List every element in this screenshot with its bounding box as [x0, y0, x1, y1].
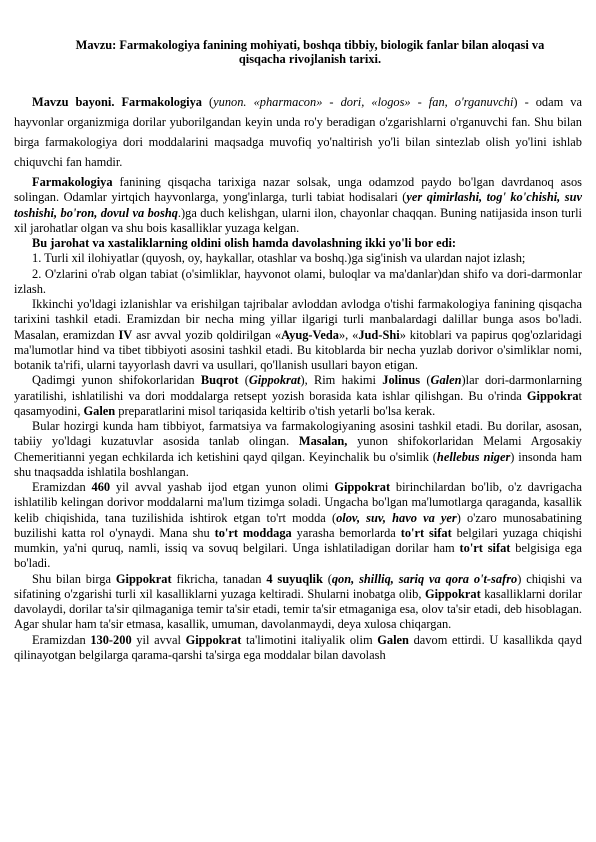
- bold-italic-term: hellebus niger: [436, 449, 511, 464]
- paragraph-greek-physicians: [14, 373, 582, 419]
- paragraph-text: preparatlarini misol tariqasida keltirib o'tish yetarli bo'lsa kerak.: [115, 403, 436, 418]
- paragraph-text: ta'limotini italiyalik olim: [241, 632, 378, 647]
- bold-term: IV: [118, 327, 133, 342]
- paragraph-text: Eramizdan: [32, 480, 92, 494]
- paragraph-four-fluids: [14, 572, 582, 633]
- bold-term: to'rt moddaga: [214, 525, 292, 540]
- paragraph-text: kasalliklarni dorilar davolaydi, dorilar ta'sir qilmaganiga temir ta'sir etadi, temir ta'sir etmaganiga esa, olov ta'sir etadi, deb hisoblagan. Agar shular ham ta'sir etmasa, kasallik, umuman, davolanmaydi, deya xulosa chiqargan.: [14, 586, 582, 632]
- list-item-2: [14, 267, 582, 298]
- bold-term: Jolinus: [382, 373, 421, 388]
- bold-heading: Bu jarohat va xastaliklarning oldini olish hamda davolashning ikki yo'li bor edi:: [32, 236, 457, 250]
- paragraph-text: .)ga duch kelishgan, ularni ilon, chayonlar chaqqan. Buning natijasida inson turli xil jarohatlar olgan va shu bois kasalliklar yuzaga kelgan.: [14, 205, 582, 235]
- paragraph-text: Qadimgi yunon shifokorlaridan: [32, 373, 201, 388]
- bold-term: Gippokrat: [115, 571, 172, 586]
- paragraph-text: (: [420, 373, 431, 388]
- paragraph-text: belgisiga ega bo'ladi.: [14, 541, 583, 571]
- paragraph-ancient-sources: [14, 297, 582, 373]
- list-item-1: [14, 251, 582, 266]
- bold-term: 130-200: [90, 632, 132, 647]
- paragraph-text: ) chiqishi va sifatining o'zgarishi turli xil kasalliklarni yuzaga keltiradi. Shularni inobatga olib,: [14, 571, 582, 601]
- list-item-text: 2. O'zlarini o'rab olgan tabiat (o'simliklar, hayvonot olami, buloqlar va ma'danlar)dan shifo va dori-darmonlar izlash.: [14, 266, 582, 296]
- paragraph-text: yil avval: [131, 632, 186, 647]
- bold-term: Galen: [83, 403, 116, 418]
- paragraph-text: ) o'zaro munosabatining buzilishi katta rol o'ynaydi. Mana shu: [14, 510, 583, 540]
- bold-term: Gippokrat: [334, 480, 391, 494]
- paragraph-text: Bular hozirgi kunda ham tibbiyot, farmatsiya va farmakologiyaning asosini tashkil etadi. Bu dorilar, asosan, tabiiy yo'ldagi kuzatuvlar asosida tanlab olingan.: [14, 419, 582, 449]
- paragraph-four-elements: [14, 480, 582, 572]
- paragraph-text: ) insonda ham shu tnaqsadda ishlatila boshlangan.: [14, 449, 582, 479]
- document-title: Mavzu: Farmakologiya fanining mohiyati, boshqa tibbiy, biologik fanlar bilan aloqasi va qisqacha rivojlanish tarixi.: [75, 38, 545, 66]
- paragraph-galen: [14, 633, 582, 664]
- paragraph-text: fikricha, tanadan: [171, 571, 267, 586]
- paragraph-text: )lar dori-darmonlarning yaratilishi, ishlatilishi va dori moddalarga retsept yozish borasida kata ishlar qilishgan. Bu o'rinda: [14, 373, 582, 403]
- paragraph-text: (: [238, 373, 249, 388]
- paragraph-history: [14, 175, 582, 236]
- paragraph-text: yarasha bemorlarda: [291, 525, 401, 540]
- paragraph-text: » kitoblari va papirus qog'ozlaridagi ma'lumotlar hind va tibet tibbiyoti asosini tashkil etadi. Bu kitoblarda bir necha yuzlab dorivor o'simliklar nomi, botanik ta'rifi, ularni tayyorlash davri va usullari, qo'llanish usullari bayon etigan.: [14, 327, 582, 372]
- bold-term: to'rt sifat: [400, 525, 452, 540]
- bold-term: Masalan,: [298, 434, 348, 449]
- paragraph-text: (: [322, 571, 332, 586]
- bold-term: Buqrot: [200, 373, 239, 388]
- paragraph-text: Eramizdan: [32, 632, 91, 647]
- paragraph-text: Shu bilan birga: [32, 571, 116, 586]
- intro-paragraph: [14, 92, 582, 172]
- bold-term: Gippokra: [526, 388, 579, 403]
- paragraph-text: ), Rim hakimi: [300, 373, 383, 388]
- paragraph-text: davom ettirdi. U kasallikda qayd qilinayotgan belgilarga qarama-qarshi ta'sirga ega moddalar bilan davolash: [14, 632, 582, 662]
- main-body: [14, 175, 582, 663]
- intro-text: ): [513, 95, 518, 109]
- bold-italic-term: yer qimirlashi, tog' ko'chishi, suv toshishi, bo'ron, dovul va boshq: [14, 190, 582, 220]
- paragraph-text: yil avval yashab ijod etgan yunon olimi: [110, 480, 335, 494]
- bold-italic-term: qon, shilliq, sariq va qora o't-safro: [331, 571, 518, 586]
- bold-italic-term: olov, suv, havo va yer: [336, 510, 457, 525]
- bold-term: Ayug-Veda: [281, 327, 339, 342]
- bold-term: 460: [91, 480, 111, 494]
- paragraph-text: », «: [338, 327, 359, 342]
- bold-term: to'rt sifat: [459, 541, 511, 555]
- intro-section: [14, 92, 582, 172]
- intro-lead: Mavzu bayoni. Farmakologiya: [32, 95, 202, 109]
- intro-text: - odam va hayvonlar organizmiga dorilar yuborilgandan keyin unda ro'y beradigan o'zgarishlarni o'rganuvchi fan. Shu bilan birga farmakologiya dori moddalarini maqsadga muvofiq yo'naltirish yo'li bilan sintezlab olish yo'lini ishlab chiquvchi fan hamdir.: [14, 95, 582, 169]
- bold-term: Gippokrat: [185, 632, 242, 647]
- paragraph-modern-basis: [14, 419, 582, 480]
- bold-term: 4 suyuqlik: [266, 571, 323, 586]
- bold-italic-term: Galen: [430, 373, 462, 388]
- paragraph-two-ways: [14, 236, 582, 251]
- paragraph-text: fanining qisqacha tarixiga nazar solsak, unga odamzod paydo bo'lgan davrdanoq asos solingan. Odamlar yirtqich hayvonlarga, yong'inlarga, turli tabiat hodisalari (: [14, 175, 582, 205]
- paragraph-text: yunon shifokorlaridan Melami Argosakiy Chemeritianni yegan echkilarda ich ketishini qayd qilgan. Keyinchalik bu o'simlik (: [14, 434, 582, 464]
- paragraph-text: belgilari yuzaga chiqishi mumkin, ya'ni quruq, namli, issiq va sovuq belgilari. Unga ishlatiladigan dorilar ham: [14, 525, 582, 555]
- bold-term: Gippokrat: [424, 586, 481, 601]
- paragraph-text: asr avval yozib qoldirilgan «: [132, 327, 282, 342]
- bold-term: Jud-Shi: [358, 327, 400, 342]
- bold-italic-term: Gippokrat: [248, 373, 301, 388]
- paragraph-text: birinchilardan bo'lib, o'z davrigacha ishlatilib kelingan dorivor moddalarni ma'lum tizimga soladi. Ungacha bo'lgan ma'lumotlarga qaraganda, kasallik kelib chiqishida, tana tuzilishida ishtirok etgan to'rt modda (: [14, 480, 582, 525]
- etymology: yunon. «pharmacon» - dori, «logos» - fan, o'rganuvchi: [213, 95, 514, 109]
- bold-term: Farmakologiya: [32, 175, 113, 189]
- paragraph-text: t qasamyodini,: [14, 388, 582, 418]
- list-item-text: 1. Turli xil ilohiyatlar (quyosh, oy, haykallar, otashlar va boshq.)ga sig'inish va ulardan najot izlash;: [32, 251, 526, 266]
- intro-text: (: [201, 95, 214, 109]
- paragraph-text: Ikkinchi yo'ldagi izlanishlar va erishilgan tajribalar avloddan avlodga o'tishi farmakologiya fanining qisqacha tarixini tashkil etadi. Eramizdan bir necha ming yillar ilgarigi turli manbalardagi dalillar bunga asos bo'ladi. Masalan, eramizdan: [14, 297, 582, 342]
- bold-term: Galen: [377, 632, 409, 647]
